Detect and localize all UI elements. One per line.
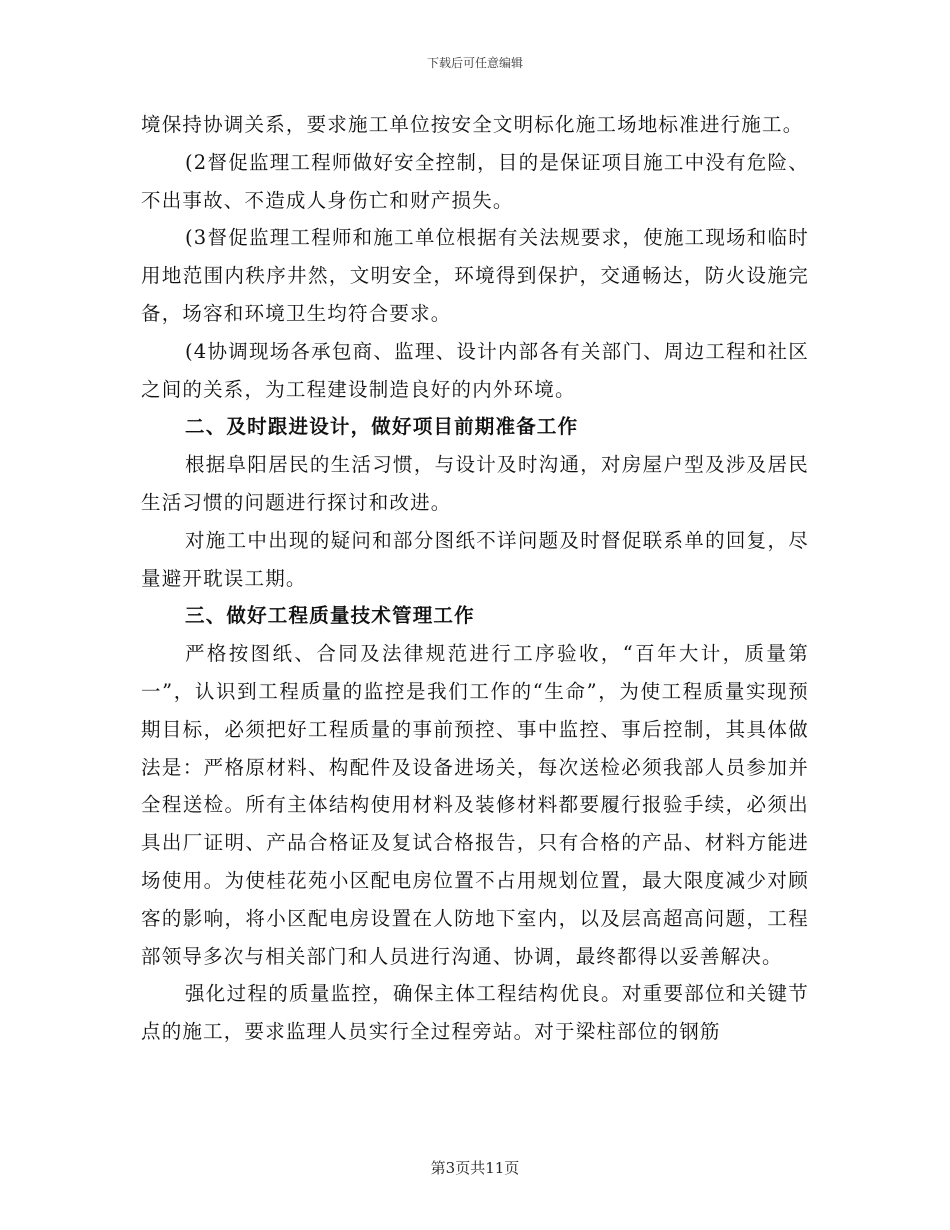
paragraph: 根据阜阳居民的生活习惯，与设计及时沟通，对房屋户型及涉及居民生活习惯的问题进行探讨和改进。: [141, 453, 809, 514]
paragraph: 强化过程的质量监控，确保主体工程结构优良。对重要部位和关键节点的施工，要求监理人员实行全过程旁站。对于梁柱部位的钢筋: [141, 982, 809, 1044]
paragraph: 对施工中出现的疑问和部分图纸不详问题及时督促联系单的回复，尽量避开耽误工期。: [141, 528, 809, 590]
document-body: [141, 106, 809, 1051]
section-heading: 二、及时跟进设计，做好项目前期准备工作: [185, 415, 579, 439]
page-number: 第3页共11页: [430, 1159, 520, 1177]
paragraph: (4协调现场各承包商、监理、设计内部各有关部门、周边工程和社区之间的关系，为工程建设制造良好的内外环境。: [141, 339, 809, 401]
paragraph: (3督促监理工程师和施工单位根据有关法规要求，使施工现场和临时用地范围内秩序井然，文明安全，环境得到保护，交通畅达，防火设施完备，场容和环境卫生均符合要求。: [141, 226, 809, 325]
paragraph: 严格按图纸、合同及法律规范进行工序验收，“百年大计，质量第一”，认识到工程质量的监控是我们工作的“生命”，为使工程质量实现预期目标，必须把好工程质量的事前预控、事中监控、事后控制，其具体做法是：严格原材料、构配件及设备进场关，每次送检必须我部人员参加并全程送检。所有主体结构使用材料及装修材料都要履行报验手续，必须出具出厂证明、产品合格证及复试合格报告，只有合格的产品、材料方能进场使用。为使桂花苑小区配电房位置不占用规划位置，最大限度减少对顾客的影响，将小区配电房设置在人防地下室内，以及层高超高问题，工程部领导多次与相关部门和人员进行沟通、协调，最终都得以妥善解决。: [141, 642, 809, 968]
section-heading: 三、做好工程质量技术管理工作: [185, 604, 475, 628]
paragraph: (2督促监理工程师做好安全控制，目的是保证项目施工中没有危险、不出事故、不造成人身伤亡和财产损失。: [141, 150, 809, 212]
paragraph: 境保持协调关系，要求施工单位按安全文明标化施工场地标准进行施工。: [141, 113, 804, 136]
page-header: 下载后可任意编辑: [426, 56, 523, 70]
